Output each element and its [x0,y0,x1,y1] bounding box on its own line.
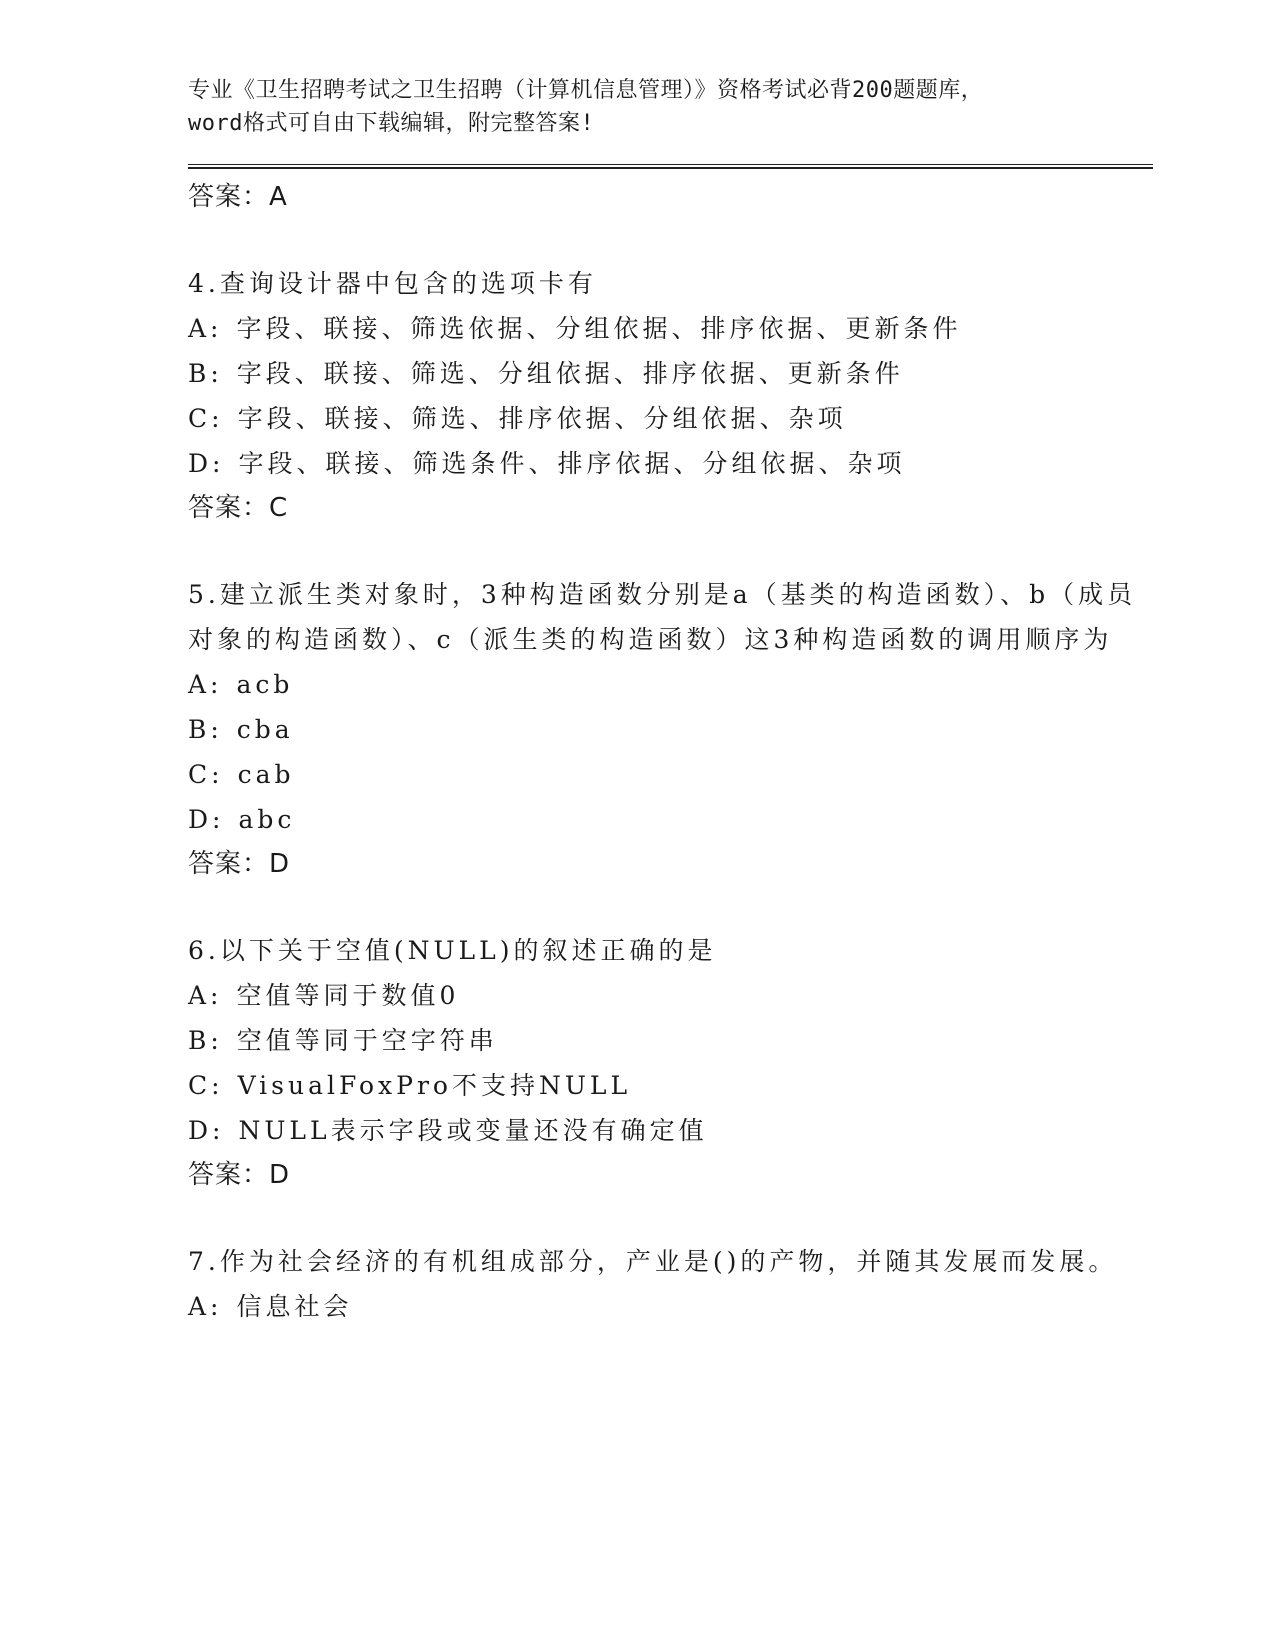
question-text: 5.建立派生类对象时，3种构造函数分别是a（基类的构造函数）、b（成员对象的构造函数）、c（派生类的构造函数）这3种构造函数的调用顺序为 [188,580,1137,654]
option-c: C: VisualFoxPro不支持NULL [188,1071,632,1100]
header-divider [188,164,1153,169]
document-header [188,74,1153,140]
header-line-1: 专业《卫生招聘考试之卫生招聘（计算机信息管理）》资格考试必背200题题库， [188,78,984,103]
option-a: A: acb [188,670,294,699]
question-6 [188,928,1153,1197]
option-d: D: NULL表示字段或变量还没有确定值 [188,1116,708,1145]
option-a: A: 字段、联接、筛选依据、分组依据、排序依据、更新条件 [188,314,962,343]
answer: 答案：D [188,849,291,879]
answer: 答案：C [188,493,289,523]
option-a: A: 信息社会 [188,1292,353,1321]
question-text: 6.以下关于空值(NULL)的叙述正确的是 [188,936,717,965]
option-d: D: abc [188,805,296,834]
option-d: D: 字段、联接、筛选条件、排序依据、分组依据、杂项 [188,449,906,478]
option-b: B: cba [188,715,294,744]
option-b: B: 字段、联接、筛选、分组依据、排序依据、更新条件 [188,359,904,388]
option-c: C: cab [188,760,295,789]
option-a: A: 空值等同于数值0 [188,981,460,1010]
option-b: B: 空值等同于空字符串 [188,1026,498,1055]
option-c: C: 字段、联接、筛选、排序依据、分组依据、杂项 [188,404,847,433]
question-5 [188,572,1153,886]
document-page [188,74,1153,1329]
question-text: 4.查询设计器中包含的选项卡有 [188,269,597,298]
question-text: 7.作为社会经济的有机组成部分，产业是()的产物，并随其发展而发展。 [188,1247,1118,1276]
answer-prev: 答案：A [188,182,288,212]
question-7 [188,1239,1153,1329]
question-4 [188,261,1153,530]
answer: 答案：D [188,1160,291,1190]
header-line-2: word格式可自由下载编辑，附完整答案! [188,111,595,136]
